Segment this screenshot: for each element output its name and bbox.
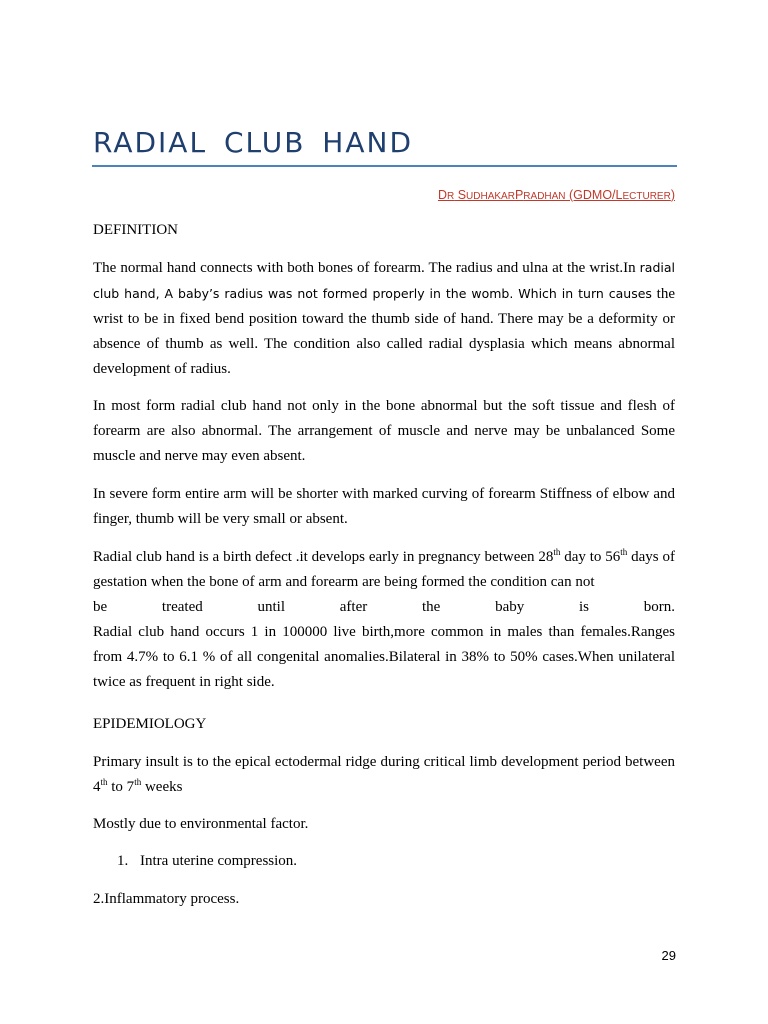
paragraph-text: days of gestation when the bone of arm and forearm are being formed the condition can not	[93, 549, 675, 590]
author-part: P	[514, 188, 524, 202]
list-item	[117, 853, 297, 870]
author-part: UDHAKAR	[466, 191, 515, 202]
epidemiology-heading: EPIDEMIOLOGY	[93, 716, 207, 732]
paragraph-primary-insult	[93, 750, 675, 800]
author-part: D	[437, 188, 447, 202]
paragraph-birth-defect	[93, 545, 675, 695]
list-text: Intra uterine compression.	[140, 853, 298, 869]
word: be	[93, 599, 108, 615]
author-part: ECTURER	[622, 191, 671, 202]
superscript: th	[553, 547, 561, 557]
paragraph-text: to 7	[107, 779, 135, 795]
author-credit	[438, 188, 675, 202]
list-marker: 1.	[117, 853, 129, 869]
paragraph-text: the wrist to be in fixed bend position toward the thumb side of hand. There may be a deformity or absence of thumb as well. The condition also called radial dysplasia which means abnormal development of radius.	[93, 286, 675, 377]
word: born.	[643, 599, 675, 615]
justified-line	[93, 595, 675, 620]
page-title: RADIAL CLUB HAND	[93, 126, 414, 159]
word: is	[578, 599, 589, 615]
paragraph-soft-tissue: In most form radial club hand not only in the bone abnormal but the soft tissue and flesh of forearm are also abnormal. The arrangement of muscle and nerve may be unbalanced Some muscle and nerve may even absent.	[93, 398, 675, 464]
author-part: R	[447, 191, 455, 202]
paragraph-environmental: Mostly due to environmental factor.	[93, 816, 309, 832]
author-part: )	[670, 188, 675, 202]
superscript: th	[134, 777, 142, 787]
paragraph-text: weeks	[141, 779, 183, 795]
author-part: RADHAN	[523, 191, 566, 202]
superscript: th	[620, 547, 628, 557]
superscript: th	[100, 777, 108, 787]
word: the	[421, 599, 441, 615]
word: after	[339, 599, 368, 615]
paragraph-definition	[93, 255, 675, 382]
paragraph-line: The normal hand connects with both bones of forearm. The radius and ulna at the wrist.In	[93, 260, 636, 276]
paragraph-line: radial club hand, A baby’s radius was not formed properly in the womb. Which in turn causes	[93, 260, 676, 301]
author-part: S	[454, 188, 467, 202]
paragraph-severe-form: In severe form entire arm will be shorter with marked curving of forearm Stiffness of elbow and finger, thumb will be very small or absent.	[93, 486, 675, 527]
word: baby	[495, 599, 525, 615]
definition-heading: DEFINITION	[93, 222, 178, 238]
word: treated	[161, 599, 203, 615]
paragraph-text: day to 56	[560, 549, 621, 565]
page-number: 29	[661, 948, 676, 963]
paragraph-text: Radial club hand occurs 1 in 100000 live birth,more common in males than females.Ranges from 4.7% to 6.1 % of all congenital anomalies.Bilateral in 38% to 50% cases.When unilateral twice as frequent in right side.	[93, 624, 675, 690]
word: until	[257, 599, 285, 615]
title-underline	[92, 165, 677, 167]
paragraph-text: Primary insult is to the epical ectodermal ridge during critical limb development period between 4	[93, 754, 675, 795]
paragraph-inflammatory: 2.Inflammatory process.	[93, 891, 240, 907]
author-part: (GDMO/L	[565, 188, 623, 202]
paragraph-text: Radial club hand is a birth defect .it develops early in pregnancy between 28	[93, 549, 554, 565]
